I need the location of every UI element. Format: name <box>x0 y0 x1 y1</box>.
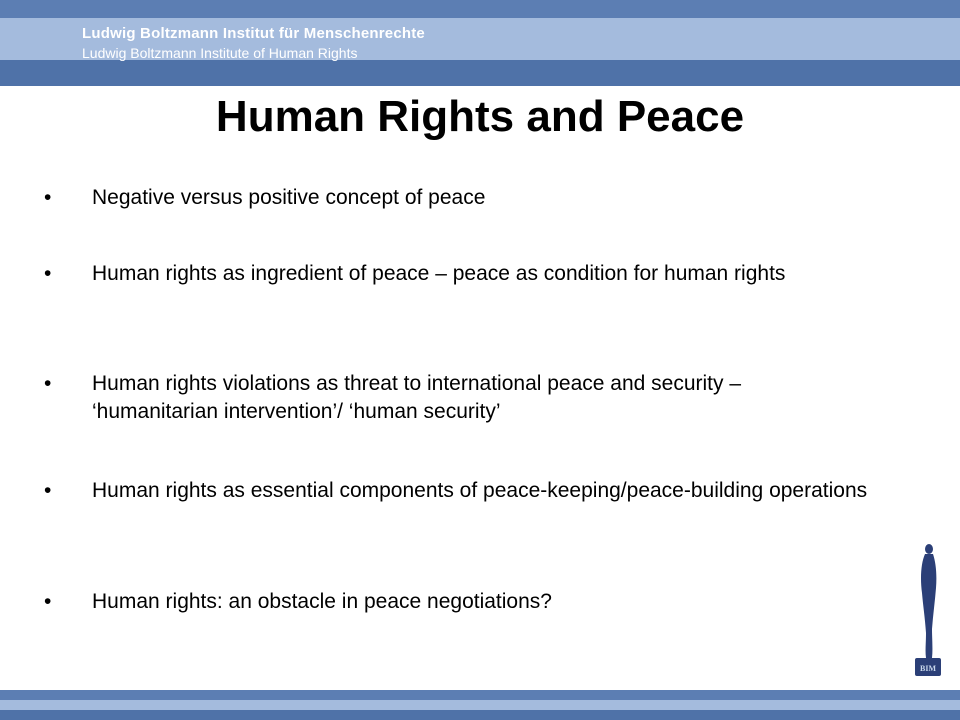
footer-stripe-top <box>0 690 960 700</box>
org-name-german: Ludwig Boltzmann Institut für Menschenrechte <box>82 25 425 42</box>
bullet-marker: • <box>44 479 52 502</box>
bullet-text: Human rights as essential components of peace-keeping/peace-building operations <box>92 479 868 502</box>
bullet-text: Human rights: an obstacle in peace negotiations? <box>92 590 552 613</box>
logo-monogram: BIM <box>920 664 936 673</box>
bullet-marker: • <box>44 262 52 285</box>
bullet-marker: • <box>44 372 52 395</box>
footer-banner <box>0 690 960 720</box>
bullet-text: Human rights violations as threat to international peace and security – ‘humanitarian intervention’/ ‘human security’ <box>92 372 742 423</box>
institute-logo-figure-icon <box>910 543 946 678</box>
header-stripe-top <box>0 0 960 18</box>
slide-title: Human Rights and Peace <box>215 92 745 141</box>
footer-stripe-bottom <box>0 710 960 720</box>
bullet-marker: • <box>44 186 52 209</box>
header-stripe-bottom <box>0 60 960 86</box>
bullet-marker: • <box>44 590 52 613</box>
bullet-text: Human rights as ingredient of peace – peace as condition for human rights <box>92 262 786 285</box>
bullet-text: Negative versus positive concept of peace <box>92 186 486 209</box>
footer-stripe-middle <box>0 700 960 710</box>
org-name-english: Ludwig Boltzmann Institute of Human Rights <box>82 45 358 61</box>
header-banner <box>0 0 960 86</box>
